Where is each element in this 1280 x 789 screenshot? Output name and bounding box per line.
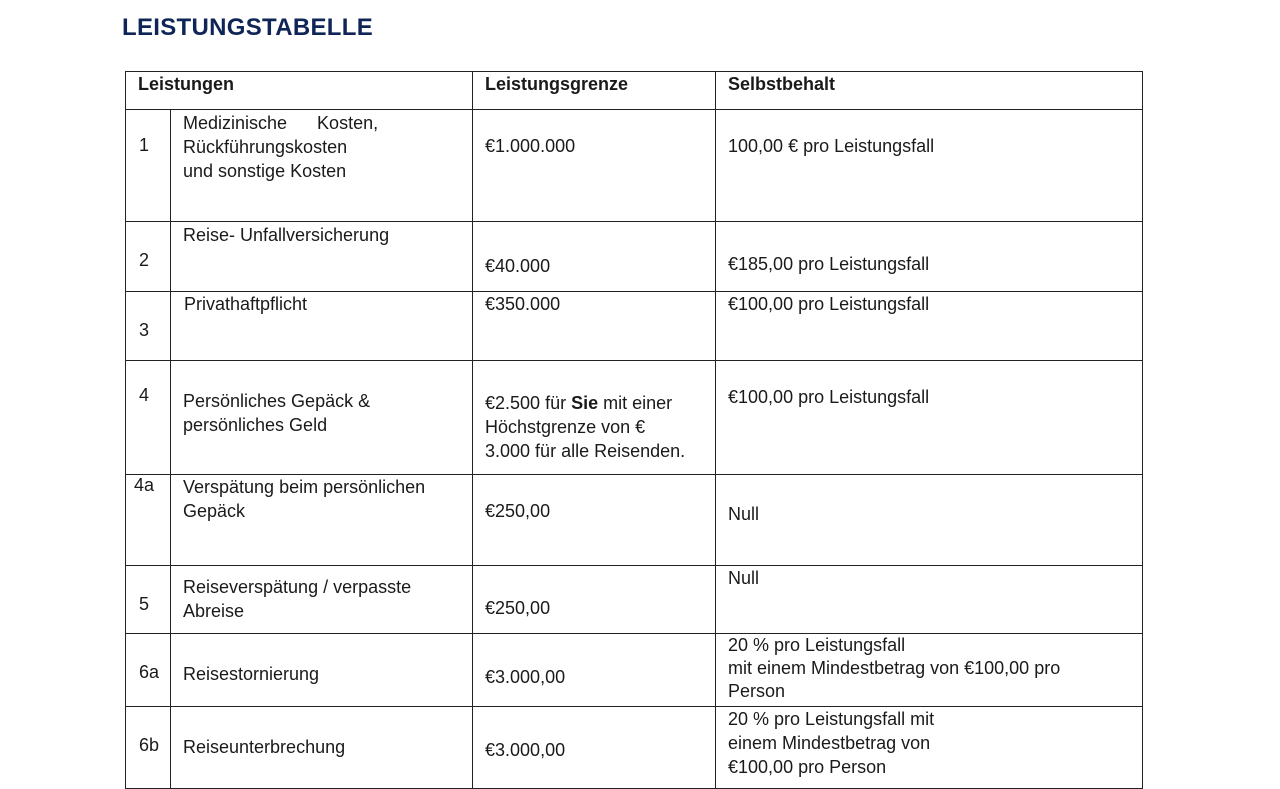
row-deductible: €100,00 pro Leistungsfall	[716, 292, 1143, 361]
row-label: Privathaftpflicht	[171, 292, 473, 361]
benefits-table	[125, 71, 1143, 789]
row-deductible: 20 % pro Leistungsfall mit einem Mindestbetrag von €100,00 pro Person	[716, 634, 1143, 707]
row-label: Reiseverspätung / verpasste Abreise	[171, 566, 473, 634]
row-limit: €1.000.000	[473, 110, 716, 222]
table-header-row	[126, 72, 1143, 110]
header-deductible: Selbstbehalt	[716, 72, 1143, 110]
row-number: 3	[126, 292, 171, 361]
page-title: LEISTUNGSTABELLE	[122, 14, 374, 41]
row-number: 2	[126, 222, 171, 292]
row-deductible: €185,00 pro Leistungsfall	[716, 222, 1143, 292]
row-limit: €350.000	[473, 292, 716, 361]
table-row	[126, 361, 1143, 475]
header-limit: Leistungsgrenze	[473, 72, 716, 110]
row-label: Persönliches Gepäck & persönliches Geld	[171, 361, 473, 475]
row-number: 6b	[126, 707, 171, 789]
row-deductible: Null	[716, 475, 1143, 566]
row-number: 6a	[126, 634, 171, 707]
row-number: 1	[126, 110, 171, 222]
row-limit: €3.000,00	[473, 634, 716, 707]
header-benefits: Leistungen	[126, 72, 473, 110]
row-deductible: 20 % pro Leistungsfall mit einem Mindestbetrag von €100,00 pro Person	[716, 707, 1143, 789]
row-limit: €250,00	[473, 566, 716, 634]
row-number: 4	[126, 361, 171, 475]
row-limit: €40.000	[473, 222, 716, 292]
bold-sie: Sie	[571, 393, 599, 413]
row-label: Verspätung beim persönlichen Gepäck	[171, 475, 473, 566]
table-row	[126, 634, 1143, 707]
row-number: 5	[126, 566, 171, 634]
row-deductible: 100,00 € pro Leistungsfall	[716, 110, 1143, 222]
row-deductible: €100,00 pro Leistungsfall	[716, 361, 1143, 475]
row-limit: €250,00	[473, 475, 716, 566]
row-label: Reisestornierung	[171, 634, 473, 707]
table-row	[126, 475, 1143, 566]
table-row	[126, 222, 1143, 292]
row-label: Reiseunterbrechung	[171, 707, 473, 789]
table-row	[126, 566, 1143, 634]
row-number: 4a	[126, 475, 171, 566]
table-row	[126, 707, 1143, 789]
row-limit: €3.000,00	[473, 707, 716, 789]
row-label: Medizinische Kosten, Rückführungskosten und sonstige Kosten	[171, 110, 473, 222]
row-limit: €2.500 für Sie mit einer Höchstgrenze von € 3.000 für alle Reisenden.	[473, 361, 716, 475]
table-row	[126, 110, 1143, 222]
row-deductible: Null	[716, 566, 1143, 634]
row-label: Reise- Unfallversicherung	[171, 222, 473, 292]
table-row	[126, 292, 1143, 361]
